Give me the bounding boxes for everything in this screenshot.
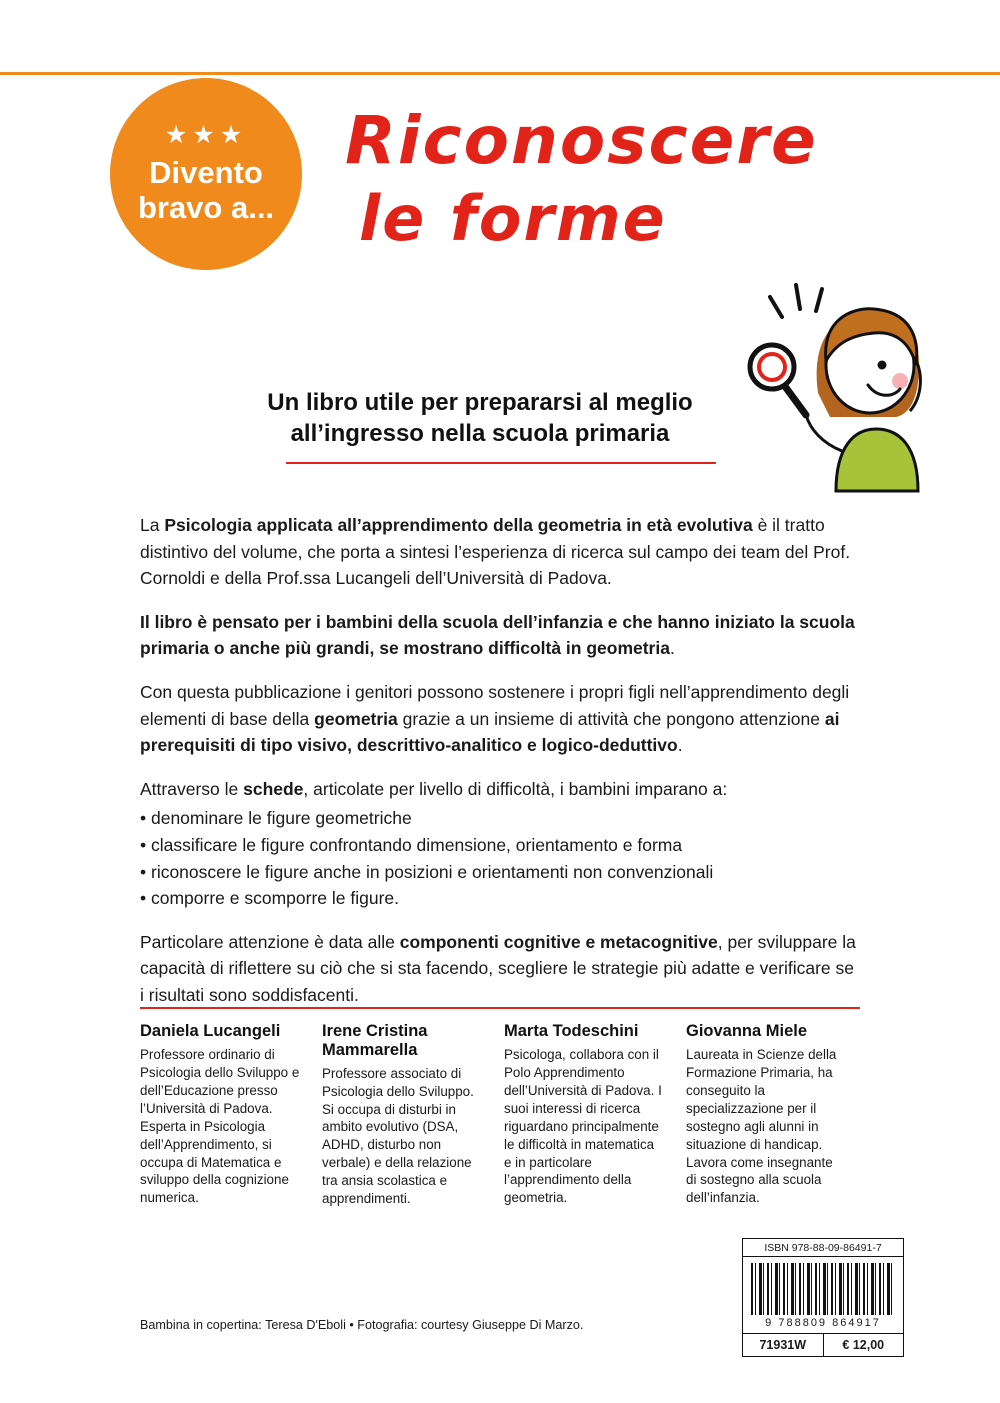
author-name: Marta Todeschini [504,1022,639,1040]
price-row [743,1333,903,1356]
subtitle-line-1: Un libro utile per prepararsi al meglio [267,389,693,416]
barcode-block [742,1238,904,1357]
author-bios [140,1022,866,1208]
isbn-label: ISBN 978-88-09-86491-7 [743,1239,903,1257]
p3-c: grazie a un insieme di attività che pongono attenzione [397,708,825,729]
list-item: • comporre e scomporre le figure. [140,888,400,909]
p3-e: . [677,735,683,756]
top-orange-rule [0,72,1000,75]
author-bio [504,1022,664,1208]
p1-bold: Psicologia applicata all’apprendimento della geometria in età evolutiva [164,515,753,535]
title-line-1: Riconoscere [345,102,818,179]
product-code: 71931W [743,1334,824,1356]
p4-a: Attraverso le [140,778,244,799]
subtitle [230,388,730,449]
p3-b: geometria [314,708,398,729]
barcode-digits: 9 788809 864917 [765,1317,881,1329]
p1-after: è il tratto distintivo del volume, che porta a sintesi l’esperienza di ricerca sul campo dei team del Prof. Cornoldi e della Prof.ssa Lucangeli dell’Università di Padova. [140,515,851,589]
girl-with-magnifier-illustration [710,265,940,495]
title-line-2: le forme [359,182,667,255]
author-description: Psicologa, collabora con il Polo Apprendimento dell’Università di Padova. I suoi interessi di ricerca riguardano principalmente le difficoltà in matematica e in particolare l’apprendimento della geometria. [504,1046,662,1206]
book-title [345,102,945,255]
stars-icon: ★★★ [164,120,248,149]
bios-red-rule [140,1007,860,1009]
author-name: Daniela Lucangeli [140,1022,281,1040]
p1-before: La [140,515,165,535]
paragraph-4 [140,776,860,803]
author-name: Giovanna Miele [686,1022,808,1040]
p5-c: , per sviluppare la capacità di riflettere su ciò che si sta facendo, scegliere le strategie più adatte e verificare se i risultati sono soddisfacenti. [140,931,856,1005]
p4-c: , articolate per livello di difficoltà, i bambini imparano a: [303,778,728,799]
p3-d: ai prerequisiti di tipo visivo, descrittivo-analitico e logico-deduttivo [140,708,840,756]
author-description: Professore ordinario di Psicologia dello Sviluppo e dell’Educazione presso l’Università di Padova. Esperta in Psicologia dell’Apprendimento, si occupa di Matematica e sviluppo della cognizione numerica. [140,1046,300,1206]
author-bio [686,1022,846,1208]
p2-bold: Il libro è pensato per i bambini della scuola dell’infanzia e che hanno iniziato la scuola primaria o anche più grandi, se mostrano difficoltà in geometria [140,611,855,659]
paragraph-3 [140,679,860,759]
paragraph-5 [140,929,860,1009]
author-bio [140,1022,300,1208]
p2-after: . [669,638,675,659]
list-item: • denominare le figure geometriche [140,808,412,829]
p5-a: Particolare attenzione è data alle [140,931,400,952]
subtitle-red-rule [286,462,716,464]
series-badge [110,78,302,270]
barcode-icon [751,1263,895,1315]
series-badge-label: Divento bravo a... [137,154,275,225]
p4-b: schede [243,778,304,799]
bullet-list [140,805,860,911]
author-description: Professore associato di Psicologia dello Sviluppo. Si occupa di disturbi in ambito evolutivo (DSA, ADHD, disturbo non verbale) e della relazione tra ansia scolastica e apprendimenti. [322,1065,474,1207]
list-item: • riconoscere le figure anche in posizioni e orientamenti non convenzionali [140,861,714,882]
description-text [140,512,860,1026]
author-bio [322,1022,482,1208]
cover-credits: Bambina in copertina: Teresa D'Eboli • Fotografia: courtesy Giuseppe Di Marzo. [140,1318,584,1332]
list-item: • classificare le figure confrontando dimensione, orientamento e forma [140,834,683,855]
subtitle-line-2: all’ingresso nella scuola primaria [290,419,670,447]
author-description: Laureata in Scienze della Formazione Primaria, ha conseguito la specializzazione per il sostegno agli alunni in situazione di handicap. Lavora come insegnante di sostegno alla scuola dell’infanzia. [686,1046,837,1206]
p3-a: Con questa pubblicazione i genitori possono sostenere i propri figli nell’apprendimento degli elementi di base della [140,681,850,729]
p5-b: componenti cognitive e metacognitive [399,931,718,952]
author-name: Irene Cristina Mammarella [322,1022,428,1059]
price-label: € 12,00 [842,1338,885,1352]
paragraph-2 [140,609,860,662]
paragraph-1 [140,512,860,592]
